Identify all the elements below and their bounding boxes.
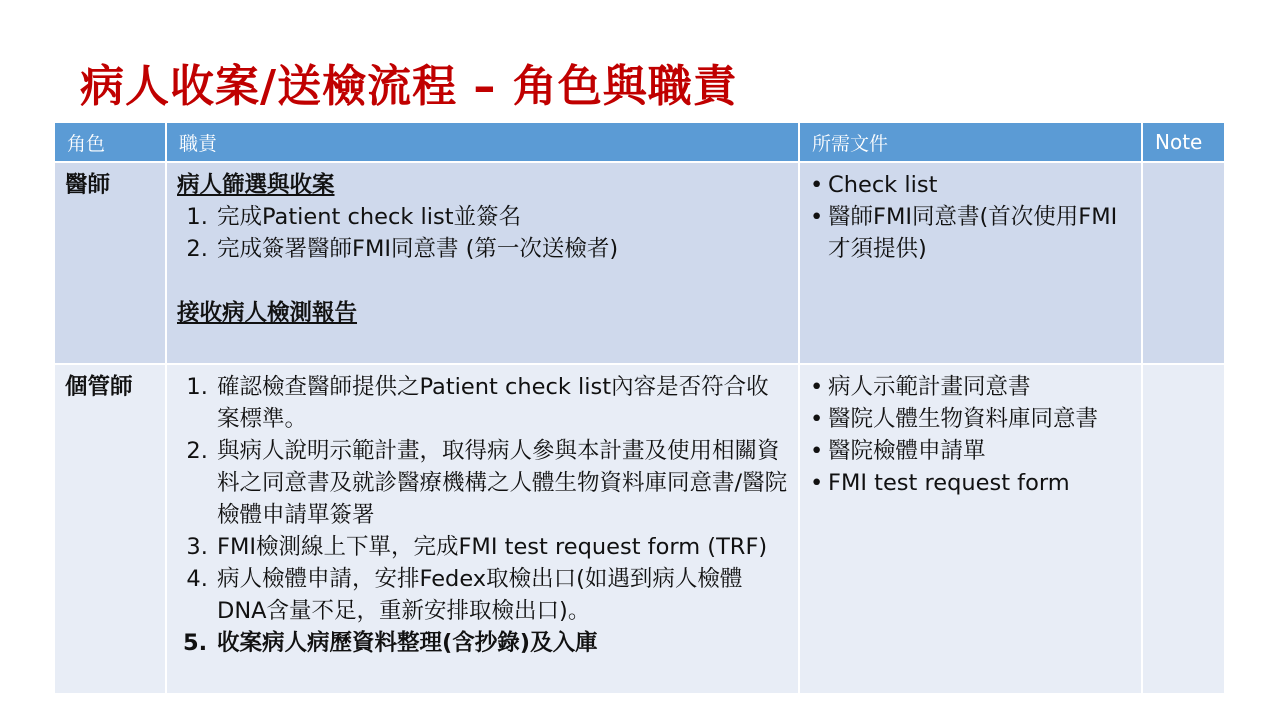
doc-item: • 醫院檢體申請單 [828,435,1131,467]
page-title: 病人收案/送檢流程 – 角色與職責 [80,61,738,112]
doc-item: • Check list [828,169,1131,201]
role-cell: 醫師 [55,162,166,364]
duty-item: 5. 收案病人病歷資料整理(含抄錄)及入庫 [215,627,788,659]
duty-item: 1. 完成Patient check list並簽名 [215,201,788,233]
duty-item: 1. 確認檢查醫師提供之Patient check list內容是否符合收案標準。 [215,371,788,435]
column-header-note: Note [1142,123,1225,162]
docs-cell [799,162,1142,364]
duty-item: 2. 完成簽署醫師FMI同意書 (第一次送檢者) [215,233,788,265]
doc-item: • 醫院人體生物資料庫同意書 [828,403,1131,435]
duty-list [177,201,788,265]
column-header-duty: 職責 [166,123,799,162]
role-cell: 個管師 [55,364,166,694]
table-header-row [55,123,1225,162]
duty-item: 3. FMI檢測線上下單，完成FMI test request form (TRF) [215,531,788,563]
duty-heading: 接收病人檢測報告 [177,300,358,326]
duty-item: 4. 病人檢體申請，安排Fedex取檢出口(如遇到病人檢體DNA含量不足，重新安排取檢出口)。 [215,563,788,627]
table-row [55,162,1225,364]
duty-cell [166,162,799,364]
doc-item: • 病人示範計畫同意書 [828,371,1131,403]
column-header-docs: 所需文件 [799,123,1142,162]
note-cell [1142,162,1225,364]
duty-heading: 病人篩選與收案 [177,172,335,198]
roles-table [55,123,1226,695]
duty-list [177,371,788,659]
docs-list [810,169,1131,265]
docs-cell [799,364,1142,694]
docs-list [810,371,1131,499]
note-cell [1142,364,1225,694]
duty-item: 2. 與病人說明示範計畫，取得病人參與本計畫及使用相關資料之同意書及就診醫療機構之人體生物資料庫同意書/醫院檢體申請單簽署 [215,435,788,531]
doc-item: • 醫師FMI同意書(首次使用FMI才須提供) [828,201,1131,265]
column-header-role: 角色 [55,123,166,162]
table-row [55,364,1225,694]
doc-item: • FMI test request form [828,467,1131,499]
duty-cell [166,364,799,694]
